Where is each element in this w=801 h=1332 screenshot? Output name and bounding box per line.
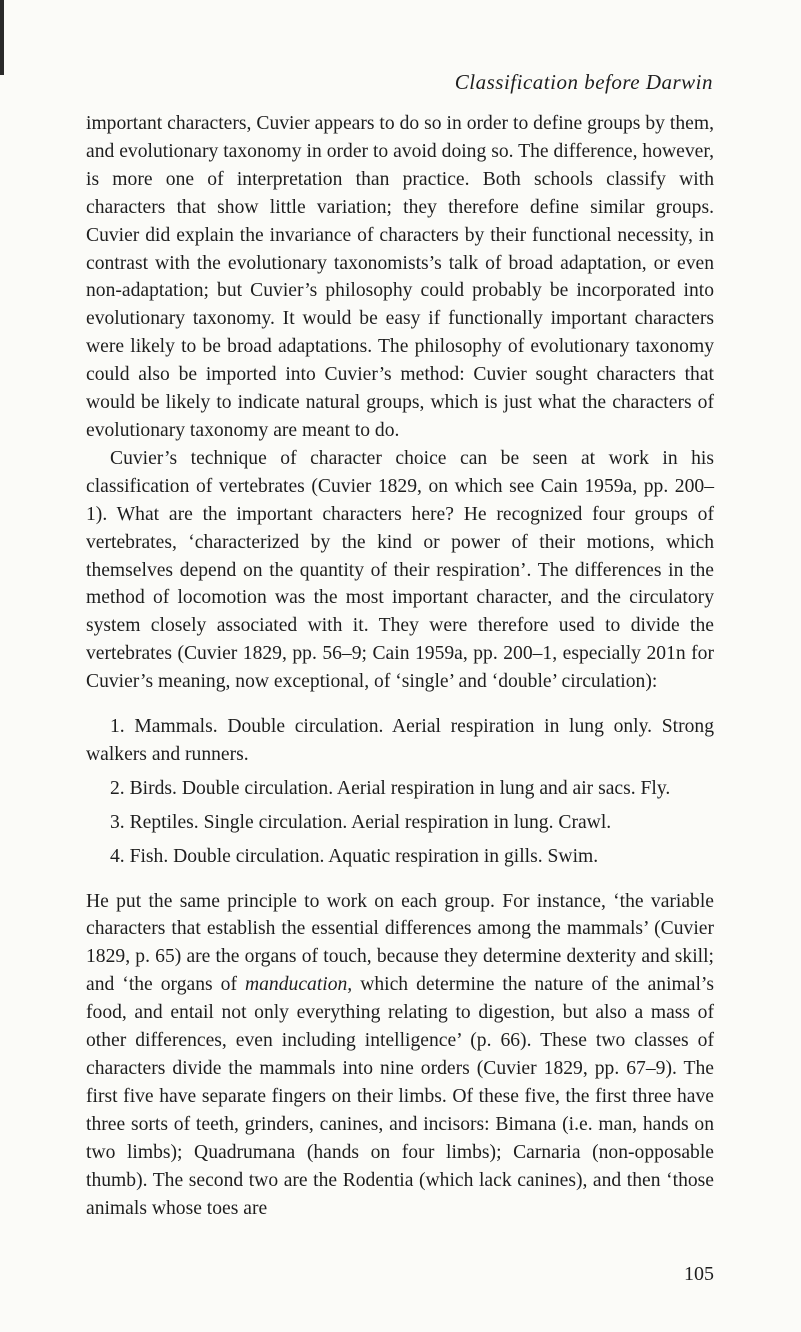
body-text [86, 110, 714, 1222]
running-head: Classification before Darwin [454, 70, 713, 94]
page-number: 105 [684, 1263, 714, 1285]
page-edge-shadow [0, 0, 4, 75]
vertebrate-groups-list [86, 713, 714, 871]
emphasis-manducation: manducation, [244, 974, 353, 996]
paragraph-1: important characters, Cuvier appears to do so in order to define groups by them, and evolutionary taxonomy in order to avoid doing so. The difference, however, is more one of interpretation than practice. Both schools classify with characters that show little variation; they therefore define similar groups. Cuvier did explain the invariance of characters by their functional necessity, in contrast with the evolutionary taxonomists’s talk of broad adaptation, or even non-adaptation; but Cuvier’s philosophy could probably be incorporated into evolutionary taxonomy. It would be easy if functionally important characters were likely to be broad adaptations. The philosophy of evolutionary taxonomy could also be imported into Cuvier’s method: Cuvier sought characters that would be likely to indicate natural groups, which is just what the characters of evolutionary taxonomy are meant to do. [86, 113, 714, 441]
list-item: 2. Birds. Double circulation. Aerial respiration in lung and air sacs. Fly. [110, 777, 671, 799]
list-item: 1. Mammals. Double circulation. Aerial respiration in lung only. Strong walkers and runners. [86, 716, 714, 765]
list-item: 4. Fish. Double circulation. Aquatic respiration in gills. Swim. [110, 845, 599, 867]
paragraph-3: He put the same principle to work on each group. For instance, ‘the variable characters that establish the essential differences among the mammals’ (Cuvier 1829, p. 65) are the organs of touch, because they determine dexterity and skill; and ‘the organs of manducation, which determine the nature of the animal’s food, and entail not only everything relating to digestion, but also a mass of other differences, even including intelligence’ (p. 66). These two classes of characters divide the mammals into nine orders (Cuvier 1829, pp. 67–9). The first five have separate fingers on their limbs. Of these five, the first three have three sorts of teeth, grinders, canines, and incisors: Bimana (i.e. man, hands on two limbs); Quadrumana (hands on four limbs); Carnaria (non-opposable thumb). The second two are the Rodentia (which lack canines), and then ‘those animals whose toes are [86, 890, 714, 1219]
paragraph-2: Cuvier’s technique of character choice can be seen at work in his classification of vertebrates (Cuvier 1829, on which see Cain 1959a, pp. 200–1). What are the important characters here? He recognized four groups of vertebrates, ‘characterized by the kind or power of their motions, which themselves depend on the quantity of their respiration’. The differences in the method of locomotion was the most important character, and the circulatory system closely associated with it. They were therefore used to divide the vertebrates (Cuvier 1829, pp. 56–9; Cain 1959a, pp. 200–1, especially 201n for Cuvier’s meaning, now exceptional, of ‘single’ and ‘double’ circulation): [86, 447, 714, 693]
list-item: 3. Reptiles. Single circulation. Aerial respiration in lung. Crawl. [110, 811, 612, 833]
